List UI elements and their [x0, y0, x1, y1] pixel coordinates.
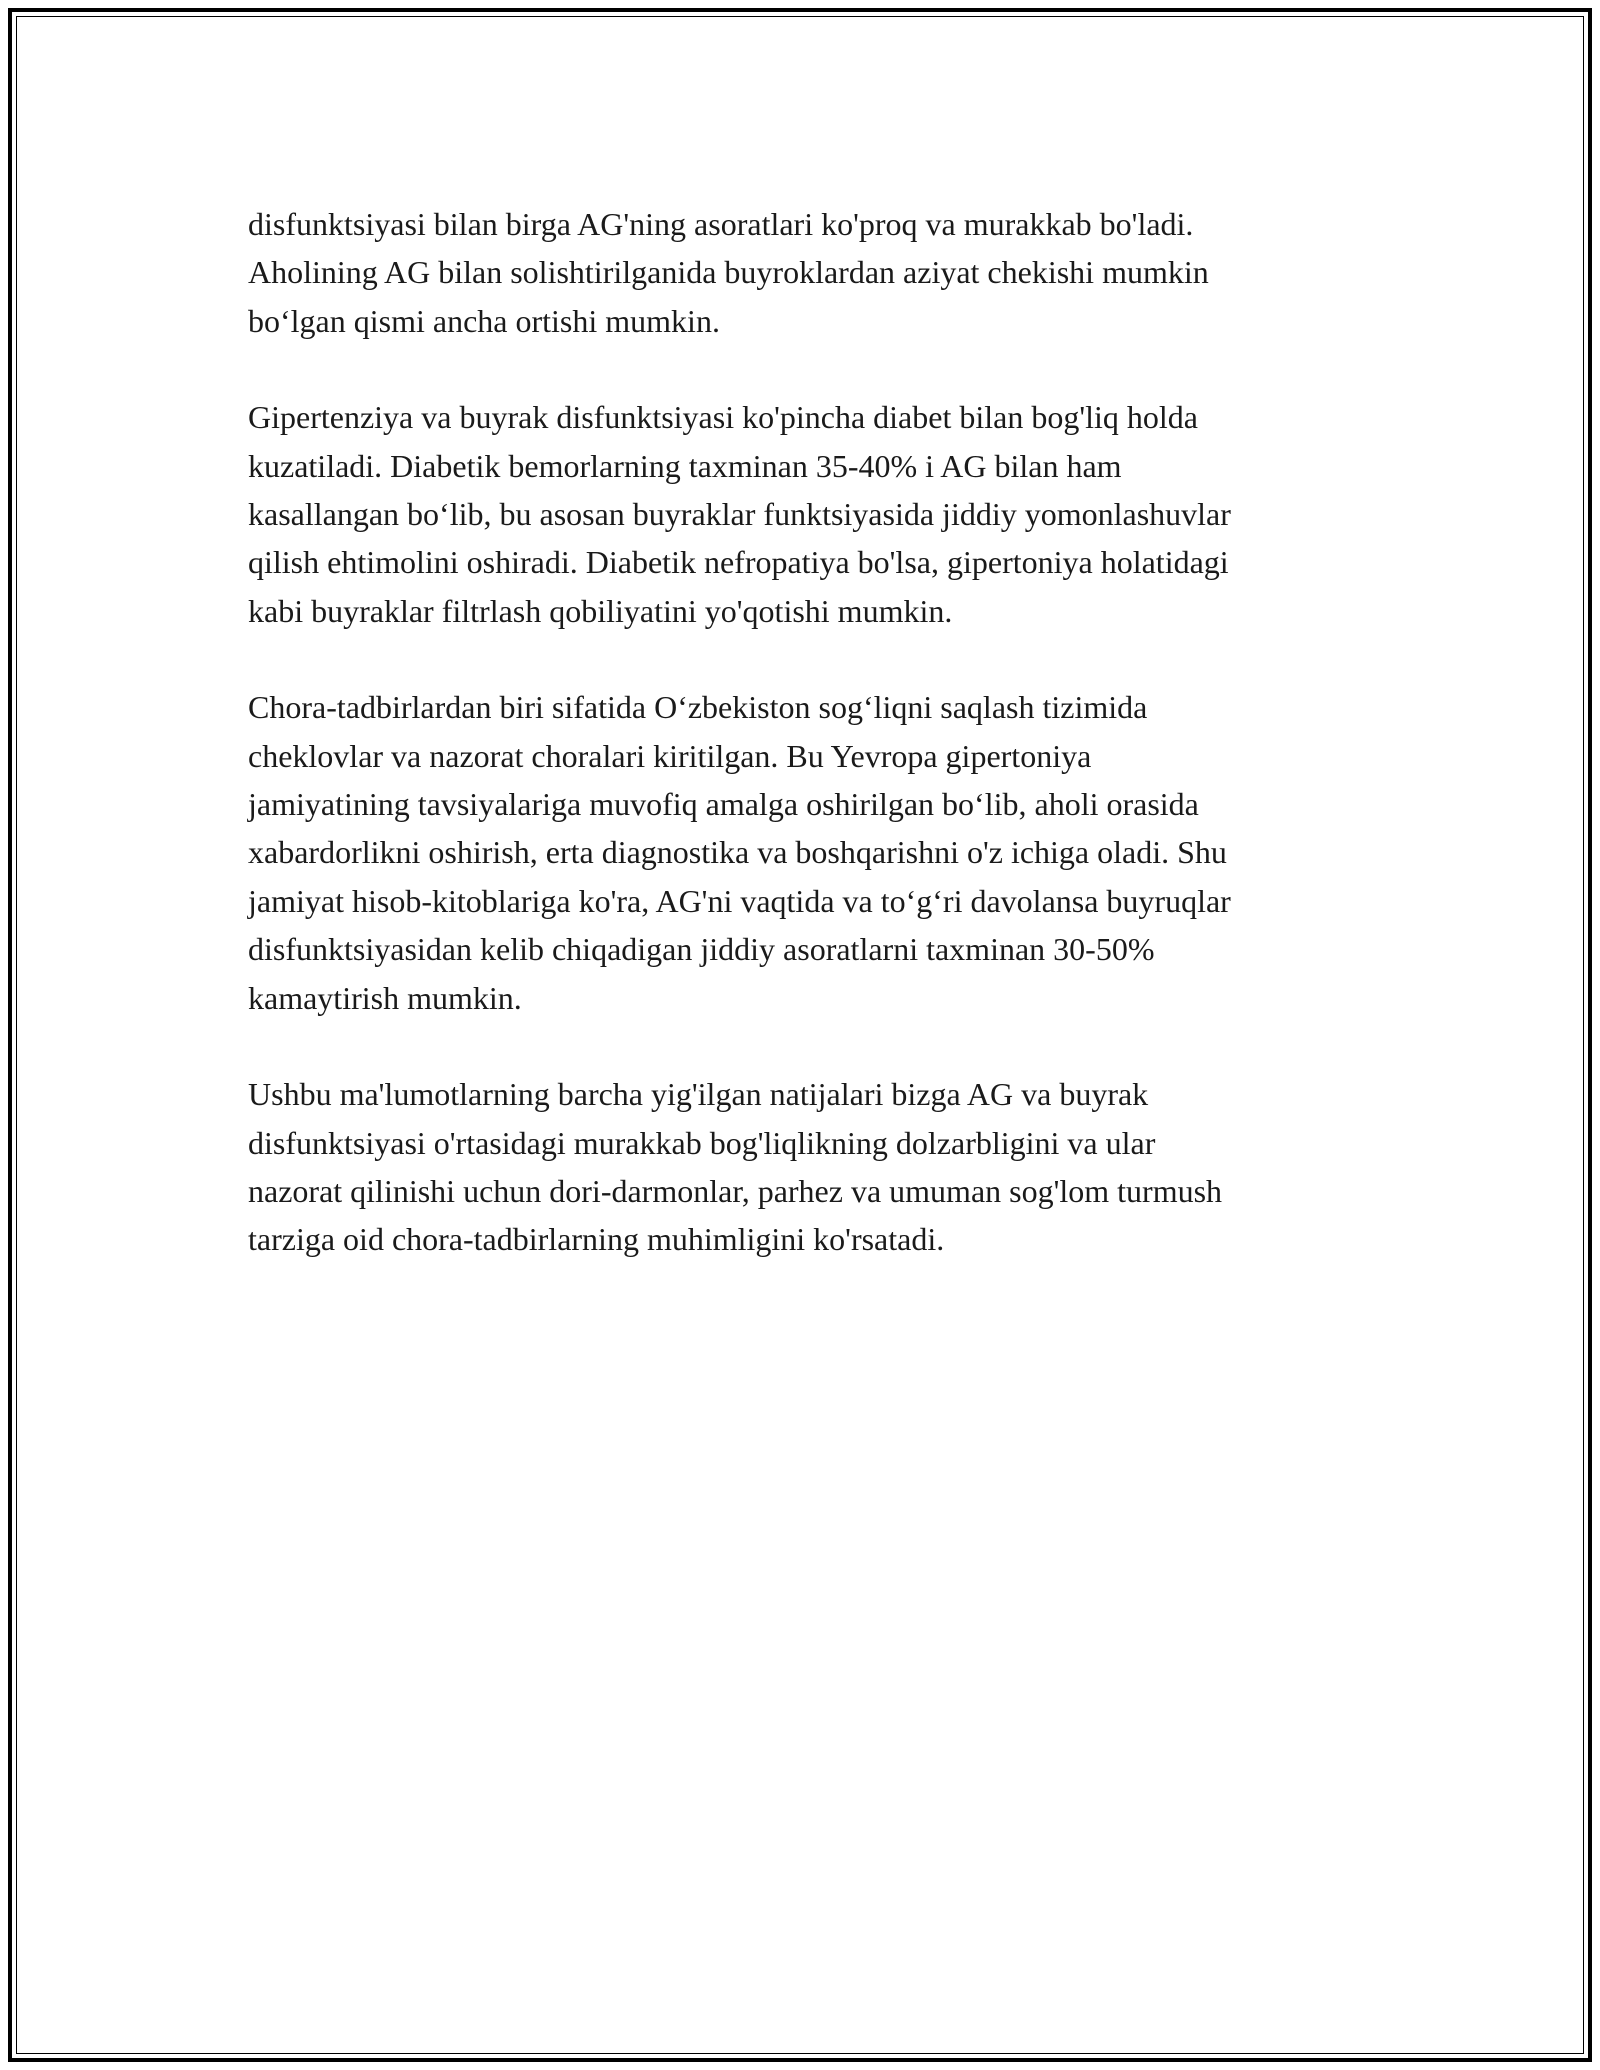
text-line: jamiyatining tavsiyalariga muvofiq amalga oshirilgan bo‘lib, aholi orasida — [248, 786, 1199, 823]
text-line: Ushbu ma'lumotlarning barcha yig'ilgan natijalari bizga AG va buyrak — [248, 1076, 1149, 1113]
text-line: cheklovlar va nazorat choralari kiritilgan. Bu Yevropa gipertoniya — [248, 737, 1092, 774]
paragraph-1 — [248, 200, 1398, 345]
text-line: tarziga oid chora-tadbirlarning muhimligini ko'rsatadi. — [248, 1221, 945, 1258]
text-line: disfunktsiyasidan kelib chiqadigan jiddiy asoratlarni taxminan 30-50% — [248, 931, 1155, 968]
paragraph-4 — [248, 1070, 1398, 1264]
text-line: jamiyat hisob-kitoblariga ko'ra, AG'ni vaqtida va to‘g‘ri davolansa buyruqlar — [248, 882, 1231, 919]
text-line: kabi buyraklar filtrlash qobiliyatini yo'qotishi mumkin. — [248, 592, 953, 629]
text-line: nazorat qilinishi uchun dori-darmonlar, parhez va umuman sog'lom turmush — [248, 1172, 1223, 1209]
text-line: Aholining AG bilan solishtirilganida buyroklardan aziyat chekishi mumkin — [248, 254, 1209, 291]
text-line: bo‘lgan qismi ancha ortishi mumkin. — [248, 302, 720, 339]
text-line: kamaytirish mumkin. — [248, 979, 522, 1016]
text-line: kasallangan bo‘lib, bu asosan buyraklar funktsiyasida jiddiy yomonlashuvlar — [248, 496, 1231, 533]
text-line: Gipertenziya va buyrak disfunktsiyasi ko'pincha diabet bilan bog'liq holda — [248, 399, 1198, 436]
document-body — [248, 200, 1398, 1312]
text-line: Chora-tadbirlardan biri sifatida O‘zbekiston sog‘liqni saqlash tizimida — [248, 689, 1148, 726]
text-line: qilish ehtimolini oshiradi. Diabetik nefropatiya bo'lsa, gipertoniya holatidagi — [248, 544, 1229, 581]
paragraph-2 — [248, 393, 1398, 635]
text-line: disfunktsiyasi o'rtasidagi murakkab bog'liqlikning dolzarbligini va ular — [248, 1124, 1156, 1161]
paragraph-3 — [248, 683, 1398, 1022]
text-line: kuzatiladi. Diabetik bemorlarning taxminan 35-40% i AG bilan ham — [248, 447, 1122, 484]
text-line: disfunktsiyasi bilan birga AG'ning asoratlari ko'proq va murakkab bo'ladi. — [248, 206, 1194, 242]
text-line: xabardorlikni oshirish, erta diagnostika va boshqarishni o'z ichiga oladi. Shu — [248, 834, 1227, 871]
page-frame — [8, 8, 1592, 2062]
